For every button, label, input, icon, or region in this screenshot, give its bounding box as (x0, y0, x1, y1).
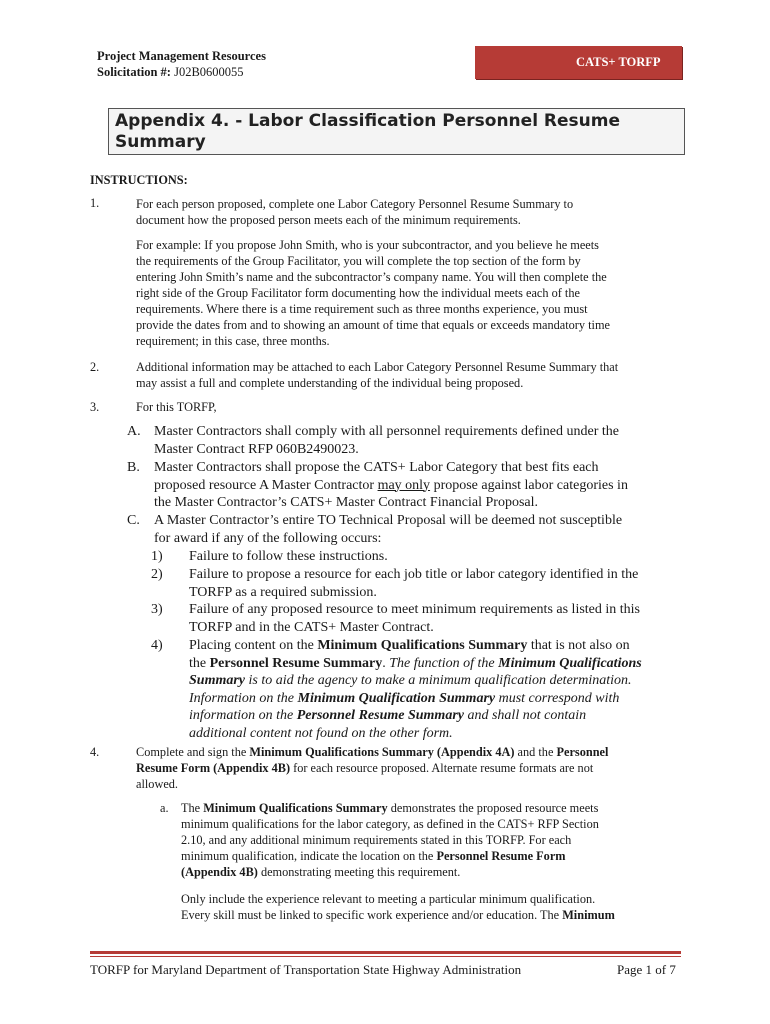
instructions-heading: INSTRUCTIONS: (90, 173, 188, 187)
item-3c-line: for award if any of the following occurs: (154, 530, 382, 546)
item-3-number: 3. (90, 400, 100, 414)
item-4a-line (181, 907, 615, 923)
italic-text: information on the (189, 708, 297, 723)
text-span: . (382, 655, 390, 671)
sub-4-line (189, 725, 642, 743)
item-1-example (136, 237, 610, 349)
item-3b-text (154, 459, 628, 512)
item-3c-text (154, 512, 622, 547)
sub-1-text: Failure to follow these instructions. (189, 549, 388, 564)
example-line: provide the dates from and to showing an amount of time that equals or exceeds mandatory time (136, 318, 610, 332)
item-2-line: may assist a full and complete understanding of the individual being proposed. (136, 376, 524, 390)
example-line: requirements. Where there is a time requirement such as three months experience, you must (136, 302, 588, 316)
sub-2-text (189, 566, 638, 601)
text-span: proposed resource A Master Contractor (154, 477, 378, 493)
item-4a-letter: a. (160, 801, 169, 815)
item-1-number: 1. (90, 196, 100, 210)
bold-text: Minimum Qualifications Summary (Appendix 4A) (249, 745, 515, 759)
sub-1-number: 1) (151, 549, 163, 564)
bold-text: Minimum (562, 908, 615, 922)
sub-2-line: Failure to propose a resource for each job title or labor category identified in the (189, 567, 639, 582)
item-4-number: 4. (90, 745, 100, 759)
item-1-line: document how the proposed person meets each of the minimum requirements. (136, 213, 521, 227)
item-4a-line (181, 800, 599, 816)
italic-text: must correspond with (495, 690, 620, 706)
sub-3-line: TORFP and in the CATS+ Master Contract. (189, 619, 434, 635)
underlined-text: may only (377, 477, 431, 493)
bold-italic-text: Minimum Qualification Summary (297, 690, 496, 706)
item-3a-line: Master Contract RFP 060B2490023. (154, 441, 359, 457)
item-1-text (136, 196, 573, 228)
sub-2-line: TORFP as a required submission. (189, 584, 377, 600)
sub-3-text (189, 601, 640, 636)
bold-italic-text: Personnel Resume Summary (296, 708, 464, 723)
bold-text: Personnel Resume Summary (209, 655, 383, 671)
bold-italic-text: Minimum Qualifications (498, 655, 642, 671)
item-4a-paragraph-2 (181, 891, 615, 923)
italic-text: Information on the (189, 690, 298, 706)
footer-title: TORFP for Maryland Department of Transportation State Highway Administration (90, 962, 522, 977)
italic-text: is to aid the agency to make a minimum qualification determination. (245, 673, 632, 688)
bold-italic-text: Summary (189, 673, 246, 688)
italic-text: additional content not found on the other form. (189, 725, 453, 741)
text-span: Placing content on the (189, 638, 318, 653)
sub-2-number: 2) (151, 567, 163, 582)
item-4a-line (181, 848, 599, 864)
item-4a-line: 2.10, and any additional minimum requirements stated in this TORFP. For each (181, 833, 572, 847)
item-2-text (136, 359, 618, 391)
footer-rule-thin (90, 956, 681, 957)
item-3b-line: the Master Contractor’s CATS+ Master Contract Financial Proposal. (154, 495, 539, 510)
solicitation-number: J02B0600055 (174, 65, 244, 79)
item-4-line: allowed. (136, 777, 179, 791)
item-3c-line: A Master Contractor’s entire TO Technical Proposal will be deemed not susceptible (154, 513, 623, 528)
text-span: minimum qualification, indicate the location on the (181, 849, 437, 863)
bold-text: (Appendix 4B) (181, 865, 258, 879)
item-3b-letter: B. (127, 460, 140, 475)
bold-text: Minimum Qualifications Summary (317, 638, 528, 653)
sub-3-number: 3) (151, 602, 163, 617)
sub-4-number: 4) (151, 638, 163, 653)
example-line: requirement; in this case, three months. (136, 334, 330, 348)
page-number: Page 1 of 7 (617, 962, 676, 977)
item-3-text: For this TORFP, (136, 400, 217, 414)
item-3c-letter: C. (127, 513, 140, 528)
item-3a-text (154, 423, 619, 458)
item-4a-line: Only include the experience relevant to meeting a particular minimum qualification. (181, 892, 596, 906)
page-header (97, 48, 266, 80)
sub-4-line (189, 672, 642, 690)
text-span: Complete and sign the (136, 745, 250, 759)
text-span: that is not also on (527, 638, 630, 653)
text-span: the (189, 655, 210, 671)
italic-text: The function of the (389, 655, 499, 671)
item-3a-line: Master Contractors shall comply with all personnel requirements defined under the (154, 424, 619, 439)
bold-text: Minimum Qualifications Summary (203, 801, 388, 815)
sub-4-line (189, 655, 642, 673)
title-line-1: Appendix 4. - Labor Classification Personnel Resume (115, 111, 621, 131)
item-2-number: 2. (90, 360, 100, 374)
item-3b-line (154, 477, 628, 495)
example-line: the requirements of the Group Facilitator, you will complete the top section of the form by (136, 254, 581, 268)
item-3b-line: Master Contractors shall propose the CATS+ Labor Category that best fits each (154, 460, 599, 475)
text-span: for each resource proposed. Alternate resume formats are not (290, 761, 594, 775)
text-span: The (181, 801, 204, 815)
text-span: demonstrates the proposed resource meets (387, 801, 599, 815)
item-2-line: Additional information may be attached to each Labor Category Personnel Resume Summary that (136, 360, 619, 374)
item-4a-line (181, 864, 599, 880)
org-label: Project Management Resources (97, 49, 266, 63)
solicitation-label: Solicitation #: (97, 65, 171, 79)
sub-4-text (189, 637, 642, 742)
item-3a-letter: A. (127, 424, 141, 439)
sub-4-line (189, 690, 642, 708)
text-span: and the (514, 745, 557, 759)
italic-text: and shall not contain (463, 708, 587, 723)
example-line: entering John Smith’s name and the subcontractor’s company name. You will then complete the (136, 270, 607, 284)
cats-torfp-badge: CATS+ TORFP (475, 46, 682, 79)
item-4a-text (181, 800, 599, 880)
example-line: right side of the Group Facilitator form documenting how the individual meets each of the (136, 286, 580, 300)
example-line: For example: If you propose John Smith, who is your subcontractor, and you believe he meets (136, 238, 599, 252)
text-span: demonstrating meeting this requirement. (257, 865, 461, 879)
text-span: propose against labor categories in (430, 477, 628, 493)
footer-rule (90, 951, 681, 954)
sub-4-line (189, 707, 642, 725)
text-span: Every skill must be linked to specific work experience and/or education. The (181, 908, 563, 922)
item-4a-line: minimum qualifications for the labor category, as defined in the CATS+ RFP Section (181, 817, 599, 831)
title-line-2: Summary (115, 132, 206, 152)
sub-4-line (189, 637, 642, 655)
item-1-line: For each person proposed, complete one Labor Category Personnel Resume Summary to (136, 197, 574, 211)
bold-text: Personnel Resume Form (436, 849, 566, 863)
item-4-line (136, 744, 608, 760)
item-4-text (136, 744, 608, 792)
item-4-line (136, 760, 608, 776)
sub-3-line: Failure of any proposed resource to meet minimum requirements as listed in this (189, 602, 641, 617)
bold-text: Personnel (556, 745, 609, 759)
bold-text: Resume Form (Appendix 4B) (136, 761, 291, 775)
appendix-title (108, 108, 685, 155)
